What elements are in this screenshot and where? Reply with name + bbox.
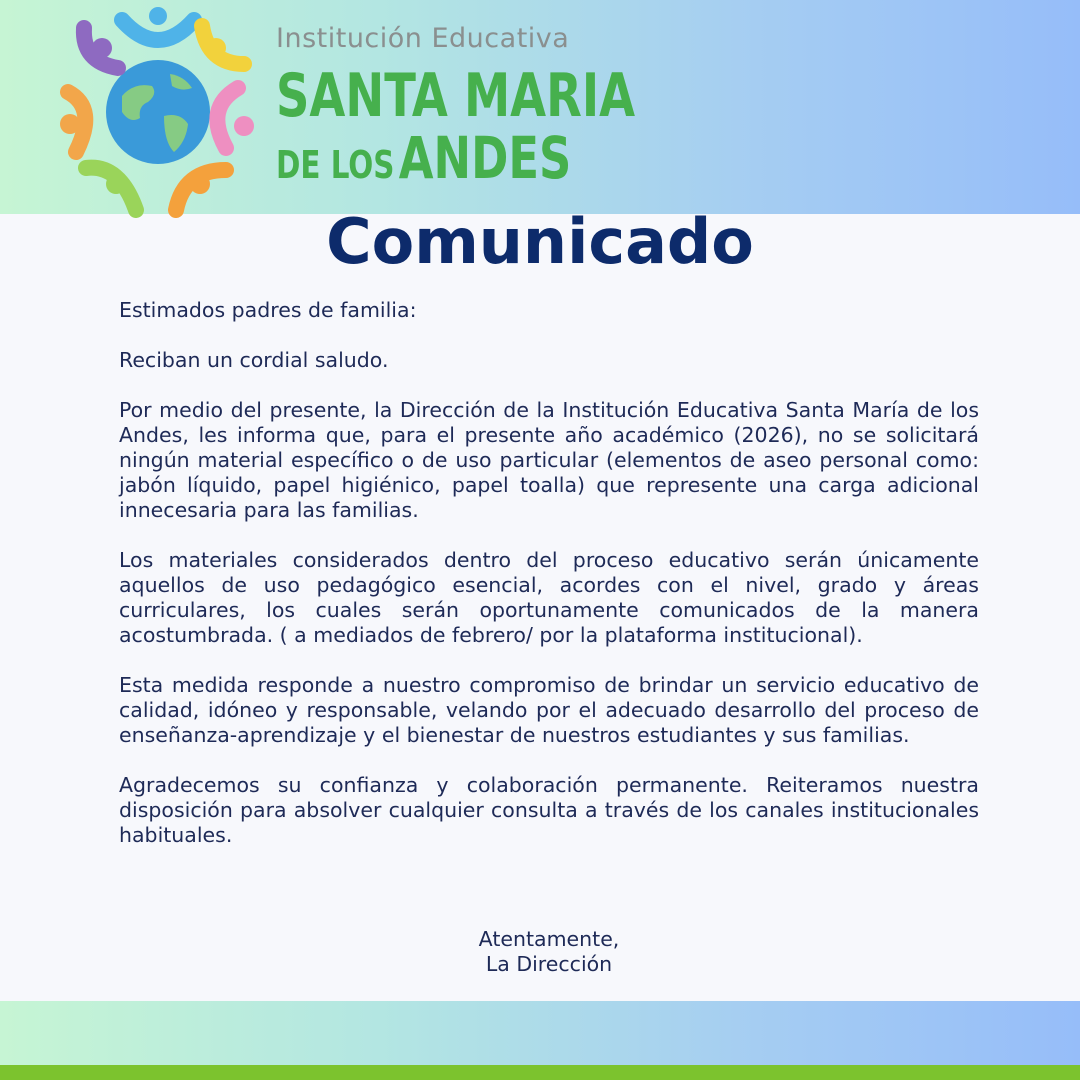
globe-icon	[106, 60, 210, 164]
body-paragraph: Esta medida responde a nuestro compromiso de brindar un servicio educativo de calidad, idóneo y responsable, velando por el adecuado desarrollo del proceso de enseñanza-aprendizaje y el bienestar de nuestros estudiantes y sus familias.	[119, 673, 979, 747]
logo-subtitle: Institución Educativa	[276, 23, 570, 54]
salutation: Reciban un cordial saludo.	[119, 348, 389, 372]
letter-body	[119, 298, 979, 873]
logo-name-line1: SANTA MARIA	[276, 61, 636, 131]
body-paragraph: Agradecemos su confianza y colaboración permanente. Reiteramos nuestra disposición para absolver cualquier consulta a través de los canales institucionales habituales.	[119, 773, 979, 847]
page-title: Comunicado	[326, 205, 754, 278]
signature: La Dirección	[485, 952, 613, 976]
closing-block	[0, 927, 1080, 977]
footer-stripe	[0, 1065, 1080, 1080]
greeting: Estimados padres de familia:	[119, 298, 417, 322]
closing-line: Atentamente,	[478, 927, 620, 951]
body-paragraph: Los materiales considerados dentro del proceso educativo serán únicamente aquellos de uso pedagógico esencial, acordes con el nivel, grado y áreas curriculares, los cuales serán oportunamente comunicados de la manera acostumbrada. ( a mediados de febrero/ por la plataforma institucional).	[119, 548, 979, 647]
logo-name-line2-small: DE LOS	[276, 143, 395, 187]
footer-band	[0, 1001, 1080, 1065]
school-logo-emblem	[52, 4, 262, 218]
school-logo-text	[276, 22, 636, 201]
body-paragraph: Por medio del presente, la Dirección de la Institución Educativa Santa María de los Andes, les informa que, para el presente año académico (2026), no se solicitará ningún material específico o de uso particular (elementos de aseo personal como: jabón líquido, papel higiénico, papel toalla) que represente una carga adicional innecesaria para las familias.	[119, 398, 979, 522]
logo-name-line2	[276, 124, 572, 201]
logo-name-line2-big: ANDES	[398, 124, 572, 192]
